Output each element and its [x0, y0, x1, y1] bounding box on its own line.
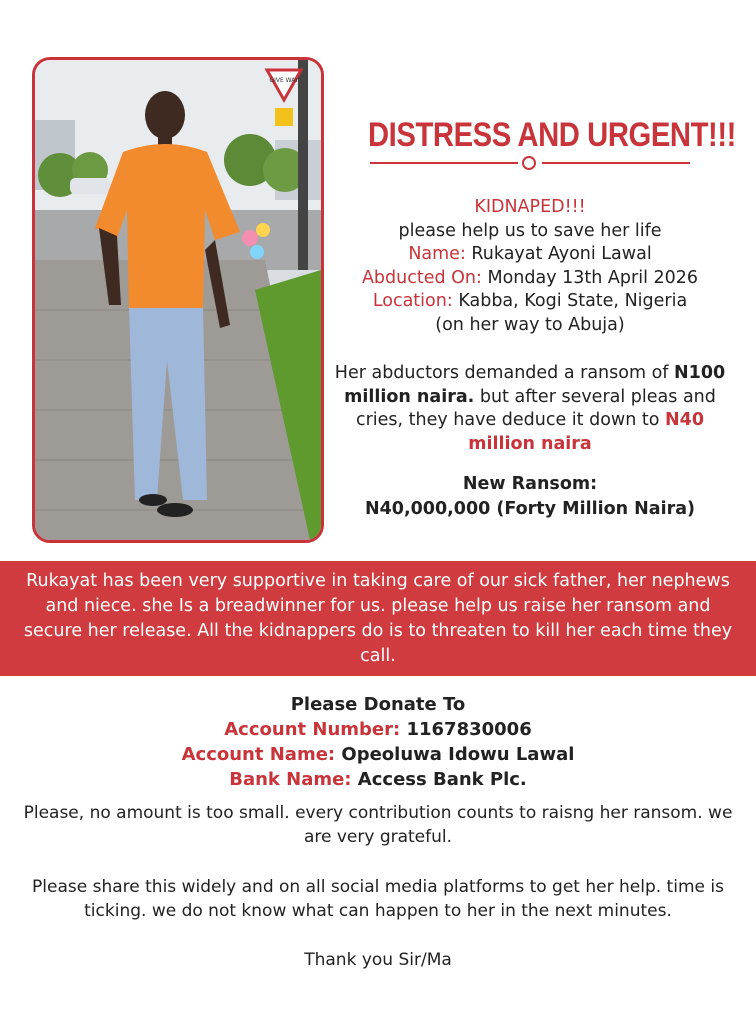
plea-line: please help us to save her life [398, 220, 662, 241]
page-headline: DISTRESS AND URGENT!!! [368, 116, 736, 154]
ransom-amount2: N40 million naira [468, 410, 705, 454]
location-label: Location: [372, 291, 453, 311]
photo-of-rukayat [32, 57, 324, 543]
account-name-label: Account Name: [181, 744, 336, 765]
appeal-banner [0, 561, 756, 676]
account-number-value: 1167830006 [406, 719, 532, 740]
bank-name-value: Access Bank Plc. [357, 769, 527, 790]
name-line [330, 243, 730, 267]
banner-text: Rukayat has been very supportive in taking care of our sick father, her nephews and niece. she Is a breadwinner for us. please help us raise her ransom and secure her release. All the kidnappers do is to threaten to kill her each time they call. [23, 571, 733, 666]
bank-name-label: Bank Name: [229, 769, 352, 790]
photo-illustration [35, 60, 321, 540]
donate-title: Please Donate To [290, 694, 466, 715]
bank-name-line [0, 767, 756, 792]
abducted-label: Abducted On: [361, 267, 482, 288]
donation-details [0, 692, 756, 792]
name-label: Name: [408, 244, 466, 264]
ransom-part1: Her abductors demanded a ransom of [334, 363, 669, 383]
victim-info [330, 196, 730, 337]
account-name-value: Opeoluwa Idowu Lawal [341, 744, 575, 765]
sign-text: GIVE WAY [269, 77, 299, 84]
name-value: Rukayat Ayoni Lawal [471, 244, 652, 264]
ransom-part2: but after several pleas and cries, they have deduce it down to [355, 386, 716, 430]
account-number-label: Account Number: [224, 719, 401, 740]
location-note: (on her way to Abuja) [435, 314, 625, 335]
kidnaped-heading: KIDNAPED!!! [474, 197, 586, 217]
location-line [330, 290, 730, 314]
ransom-amount1: N100 million naira. [344, 363, 726, 407]
abducted-value: Monday 13th April 2026 [487, 267, 699, 288]
account-name-line [0, 742, 756, 767]
new-ransom-label: New Ransom: [462, 474, 598, 494]
headline-divider [370, 156, 690, 170]
new-ransom-value: N40,000,000 (Forty Million Naira) [364, 499, 696, 519]
share-text: Please share this widely and on all social media platforms to get her help. time is ticking. we do not know what can happen to her in the next minutes. [32, 877, 724, 921]
ransom-paragraph [330, 362, 730, 456]
contribution-text: Please, no amount is too small. every contribution counts to raisng her ransom. we are very grateful. [23, 803, 733, 847]
thanks-text: Thank you Sir/Ma [304, 950, 452, 970]
new-ransom-block [330, 472, 730, 522]
abducted-line [330, 267, 730, 291]
account-number-line [0, 717, 756, 742]
location-value: Kabba, Kogi State, Nigeria [458, 291, 688, 311]
